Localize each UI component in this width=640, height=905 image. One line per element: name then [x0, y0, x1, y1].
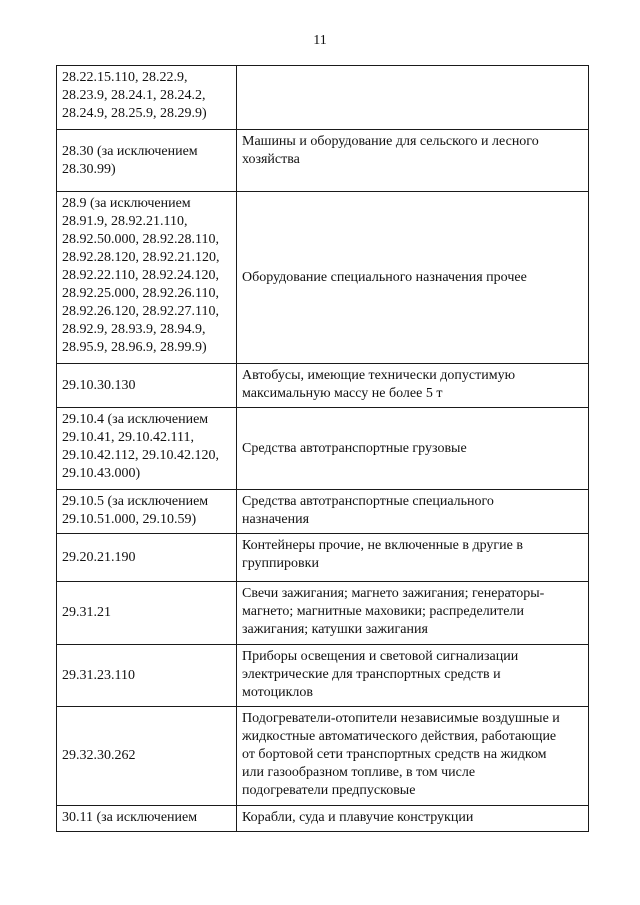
codes-table — [56, 65, 589, 832]
code-cell: 29.31.21 — [57, 582, 237, 645]
page-number: 11 — [313, 33, 327, 48]
code-cell: 29.31.23.110 — [57, 645, 237, 707]
code-cell: 30.11 (за исключением — [57, 806, 237, 832]
code-cell: 29.10.30.130 — [57, 364, 237, 408]
code-cell: 28.9 (за исключением 28.91.9, 28.92.21.110, 28.92.50.000, 28.92.28.110, 28.92.28.120, 28.92.21.120, 28.92.22.110, 28.92.24.120, 28.92.25.000, 28.92.26.110, 28.92.26.120, 28.92.27.110, 28.92.9, 28.93.9, 28.94.9, 28.95.9, 28.96.9, 28.99.9) — [57, 192, 237, 364]
table-row — [57, 707, 589, 806]
code-cell: 28.30 (за исключением 28.30.99) — [57, 130, 237, 192]
description-cell: Машины и оборудование для сельского и лесного хозяйства — [237, 130, 589, 192]
table-row — [57, 192, 589, 364]
description-cell: Контейнеры прочие, не включенные в другие в группировки — [237, 534, 589, 582]
description-cell: Подогреватели-отопители независимые воздушные и жидкостные автоматического действия, работающие от бортовой сети транспортных средств на жидком или газообразном топливе, в том числе подогреватели предпусковые — [237, 707, 589, 806]
description-cell: Оборудование специального назначения прочее — [237, 192, 589, 364]
table-row — [57, 364, 589, 408]
description-cell: Автобусы, имеющие технически допустимую максимальную массу не более 5 т — [237, 364, 589, 408]
description-cell: Средства автотранспортные специального назначения — [237, 490, 589, 534]
code-cell: 29.20.21.190 — [57, 534, 237, 582]
code-cell: 29.10.4 (за исключением 29.10.41, 29.10.42.111, 29.10.42.112, 29.10.42.120, 29.10.43.000) — [57, 408, 237, 490]
description-cell — [237, 66, 589, 130]
description-cell: Средства автотранспортные грузовые — [237, 408, 589, 490]
description-cell: Приборы освещения и световой сигнализации электрические для транспортных средств и мотоциклов — [237, 645, 589, 707]
table-row — [57, 490, 589, 534]
table-row — [57, 582, 589, 645]
code-cell: 28.22.15.110, 28.22.9, 28.23.9, 28.24.1, 28.24.2, 28.24.9, 28.25.9, 28.29.9) — [57, 66, 237, 130]
description-cell: Корабли, суда и плавучие конструкции — [237, 806, 589, 832]
code-cell: 29.10.5 (за исключением 29.10.51.000, 29.10.59) — [57, 490, 237, 534]
code-cell: 29.32.30.262 — [57, 707, 237, 806]
table-row — [57, 66, 589, 130]
description-cell: Свечи зажигания; магнето зажигания; генераторы- магнето; магнитные маховики; распределители зажигания; катушки зажигания — [237, 582, 589, 645]
table-row — [57, 408, 589, 490]
table-row — [57, 534, 589, 582]
table-row — [57, 645, 589, 707]
table-row — [57, 806, 589, 832]
table-row — [57, 130, 589, 192]
